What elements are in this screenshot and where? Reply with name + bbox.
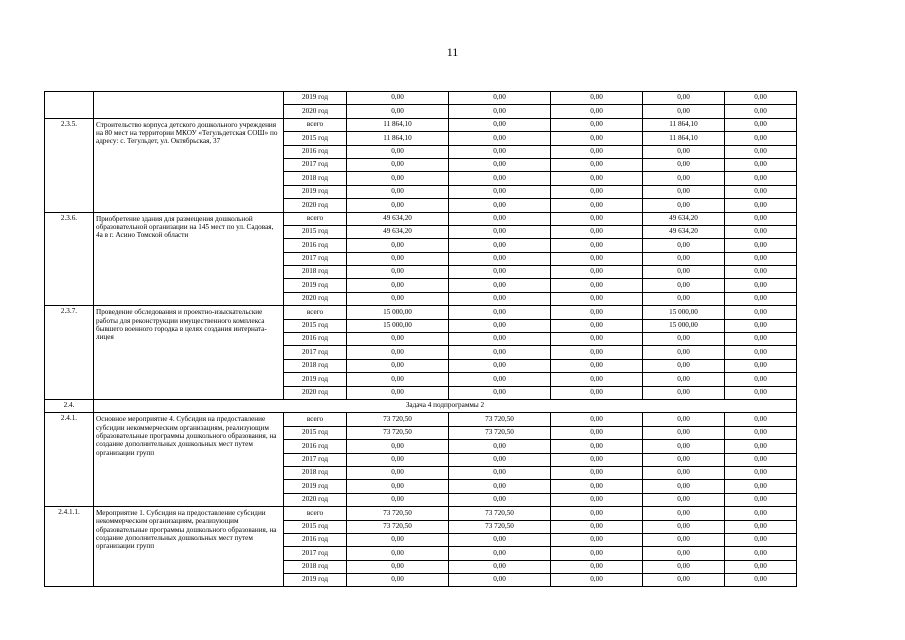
- value-cell: 0,00: [551, 292, 643, 305]
- value-cell: 0,00: [725, 158, 797, 171]
- value-cell: 0,00: [551, 520, 643, 533]
- value-cell: 0,00: [449, 493, 551, 506]
- value-cell: 0,00: [551, 386, 643, 399]
- value-cell: 0,00: [449, 185, 551, 198]
- value-cell: 0,00: [347, 333, 449, 346]
- value-cell: 0,00: [725, 306, 797, 319]
- table-row: [45, 92, 797, 105]
- value-cell: 0,00: [551, 306, 643, 319]
- value-cell: 0,00: [347, 574, 449, 587]
- year-cell: 2017 год: [284, 252, 347, 265]
- value-cell: 0,00: [551, 373, 643, 386]
- year-cell: 2018 год: [284, 266, 347, 279]
- task-title-cell: Задача 4 подпрограммы 2: [94, 399, 797, 412]
- item-name-cell: [94, 212, 284, 306]
- value-cell: 0,00: [725, 92, 797, 105]
- value-cell: 0,00: [643, 413, 725, 426]
- year-cell: всего: [284, 118, 347, 131]
- value-cell: 0,00: [725, 145, 797, 158]
- item-name-cell: [94, 118, 284, 212]
- value-cell: 73 720,50: [347, 520, 449, 533]
- value-cell: 0,00: [551, 199, 643, 212]
- value-cell: 0,00: [449, 92, 551, 105]
- value-cell: 0,00: [551, 533, 643, 546]
- value-cell: 0,00: [347, 453, 449, 466]
- value-cell: 0,00: [551, 266, 643, 279]
- value-cell: 0,00: [551, 493, 643, 506]
- year-cell: 2020 год: [284, 292, 347, 305]
- item-number-cell: 2.3.5.: [45, 118, 94, 212]
- value-cell: 49 634,20: [643, 225, 725, 238]
- item-number-cell: 2.3.6.: [45, 212, 94, 306]
- value-cell: 0,00: [551, 333, 643, 346]
- value-cell: 0,00: [643, 493, 725, 506]
- value-cell: 0,00: [449, 466, 551, 479]
- value-cell: 0,00: [347, 145, 449, 158]
- value-cell: 0,00: [551, 118, 643, 131]
- value-cell: 0,00: [551, 92, 643, 105]
- value-cell: 0,00: [725, 507, 797, 520]
- value-cell: 0,00: [449, 306, 551, 319]
- value-cell: 73 720,50: [449, 426, 551, 439]
- value-cell: 0,00: [643, 145, 725, 158]
- value-cell: 0,00: [725, 118, 797, 131]
- value-cell: 0,00: [725, 440, 797, 453]
- budget-table: [44, 91, 797, 587]
- page-number: 11: [446, 45, 459, 59]
- item-name-cell: [94, 413, 284, 507]
- value-cell: 0,00: [725, 480, 797, 493]
- value-cell: 49 634,20: [643, 212, 725, 225]
- value-cell: 0,00: [725, 493, 797, 506]
- value-cell: 0,00: [551, 547, 643, 560]
- year-cell: 2017 год: [284, 158, 347, 171]
- value-cell: 0,00: [643, 185, 725, 198]
- value-cell: 0,00: [551, 426, 643, 439]
- value-cell: 0,00: [551, 560, 643, 573]
- value-cell: 0,00: [347, 359, 449, 372]
- value-cell: 0,00: [449, 158, 551, 171]
- table-row: [45, 413, 797, 426]
- value-cell: 0,00: [725, 319, 797, 332]
- value-cell: 15 000,00: [643, 306, 725, 319]
- value-cell: 49 634,20: [347, 212, 449, 225]
- value-cell: 0,00: [347, 480, 449, 493]
- value-cell: 0,00: [449, 172, 551, 185]
- year-cell: 2020 год: [284, 199, 347, 212]
- table-row: [45, 212, 797, 225]
- value-cell: 0,00: [347, 560, 449, 573]
- value-cell: 0,00: [725, 453, 797, 466]
- table-body: [45, 92, 797, 587]
- value-cell: 0,00: [449, 547, 551, 560]
- value-cell: 0,00: [449, 105, 551, 118]
- value-cell: 15 000,00: [347, 306, 449, 319]
- item-number-cell: 2.4.1.: [45, 413, 94, 507]
- value-cell: 0,00: [725, 413, 797, 426]
- value-cell: 0,00: [643, 426, 725, 439]
- value-cell: 0,00: [347, 493, 449, 506]
- value-cell: 0,00: [347, 346, 449, 359]
- value-cell: 0,00: [725, 533, 797, 546]
- value-cell: 0,00: [551, 225, 643, 238]
- item-number-cell: 2.4.1.1.: [45, 507, 94, 587]
- value-cell: 0,00: [347, 466, 449, 479]
- value-cell: 0,00: [449, 266, 551, 279]
- year-cell: 2016 год: [284, 333, 347, 346]
- value-cell: 0,00: [643, 158, 725, 171]
- value-cell: 0,00: [449, 560, 551, 573]
- value-cell: 0,00: [643, 279, 725, 292]
- year-cell: 2019 год: [284, 574, 347, 587]
- value-cell: 0,00: [643, 105, 725, 118]
- value-cell: 0,00: [643, 386, 725, 399]
- year-cell: 2020 год: [284, 386, 347, 399]
- value-cell: 0,00: [449, 145, 551, 158]
- item-name-text: Проведение обследования и проектно-изыскательские работы для реконструкции имущественного комплекса бывшего военного городка в целях создания интерната-лицея: [96, 308, 267, 342]
- value-cell: 0,00: [643, 560, 725, 573]
- value-cell: 0,00: [725, 132, 797, 145]
- value-cell: 0,00: [551, 172, 643, 185]
- value-cell: 11 864,10: [643, 118, 725, 131]
- year-cell: всего: [284, 413, 347, 426]
- item-name-cell: [94, 92, 284, 119]
- value-cell: 0,00: [643, 547, 725, 560]
- value-cell: 0,00: [643, 239, 725, 252]
- value-cell: 0,00: [643, 480, 725, 493]
- value-cell: 73 720,50: [347, 507, 449, 520]
- value-cell: 0,00: [643, 507, 725, 520]
- year-cell: 2018 год: [284, 172, 347, 185]
- value-cell: 0,00: [449, 480, 551, 493]
- value-cell: 0,00: [643, 252, 725, 265]
- year-cell: 2016 год: [284, 440, 347, 453]
- item-name-text: Приобретение здания для размещения дошкольной образовательной организации на 145 мест по ул. Садовая, 4а в г. Асино Томской области: [96, 214, 274, 240]
- year-cell: 2016 год: [284, 239, 347, 252]
- value-cell: 0,00: [449, 359, 551, 372]
- value-cell: 0,00: [551, 319, 643, 332]
- item-number-cell: 2.3.7.: [45, 306, 94, 400]
- year-cell: 2015 год: [284, 319, 347, 332]
- value-cell: 0,00: [725, 359, 797, 372]
- value-cell: 0,00: [725, 346, 797, 359]
- year-cell: всего: [284, 212, 347, 225]
- year-cell: 2020 год: [284, 105, 347, 118]
- value-cell: 0,00: [725, 520, 797, 533]
- value-cell: 0,00: [643, 453, 725, 466]
- item-number-cell: [45, 92, 94, 119]
- value-cell: 0,00: [643, 520, 725, 533]
- value-cell: 0,00: [725, 560, 797, 573]
- value-cell: 0,00: [725, 185, 797, 198]
- value-cell: 73 720,50: [347, 426, 449, 439]
- item-name-text: Строительство корпуса детского дошкольного учреждения на 80 мест на территории МКОУ «Тегульдетская СОШ» по адресу: с. Тегульдет, ул. Октябрьская, 37: [96, 120, 278, 146]
- year-cell: 2019 год: [284, 480, 347, 493]
- value-cell: 0,00: [551, 105, 643, 118]
- year-cell: 2015 год: [284, 225, 347, 238]
- value-cell: 0,00: [551, 480, 643, 493]
- year-cell: 2018 год: [284, 466, 347, 479]
- item-name-text: Мероприятие 1. Субсидия на предоставление субсидии некоммерческим организациям, реализующим образовательные программы дошкольного образования, на создание дополнительных дошкольных мест путем организации групп: [96, 509, 277, 551]
- value-cell: 11 864,10: [347, 132, 449, 145]
- value-cell: 11 864,10: [643, 132, 725, 145]
- value-cell: 73 720,50: [449, 520, 551, 533]
- value-cell: 0,00: [551, 212, 643, 225]
- value-cell: 0,00: [643, 466, 725, 479]
- value-cell: 0,00: [449, 199, 551, 212]
- value-cell: 0,00: [449, 453, 551, 466]
- value-cell: 0,00: [347, 239, 449, 252]
- year-cell: 2017 год: [284, 453, 347, 466]
- year-cell: 2019 год: [284, 92, 347, 105]
- value-cell: 0,00: [725, 279, 797, 292]
- value-cell: 0,00: [725, 252, 797, 265]
- value-cell: 0,00: [551, 185, 643, 198]
- value-cell: 0,00: [347, 386, 449, 399]
- value-cell: 0,00: [449, 373, 551, 386]
- year-cell: 2018 год: [284, 560, 347, 573]
- value-cell: 0,00: [449, 225, 551, 238]
- value-cell: 0,00: [643, 346, 725, 359]
- value-cell: 0,00: [725, 239, 797, 252]
- value-cell: 0,00: [725, 386, 797, 399]
- table-row: [45, 306, 797, 319]
- year-cell: 2019 год: [284, 279, 347, 292]
- value-cell: 0,00: [347, 252, 449, 265]
- year-cell: 2020 год: [284, 493, 347, 506]
- value-cell: 0,00: [725, 225, 797, 238]
- year-cell: 2016 год: [284, 145, 347, 158]
- year-cell: 2015 год: [284, 426, 347, 439]
- value-cell: 0,00: [725, 292, 797, 305]
- value-cell: 0,00: [347, 279, 449, 292]
- value-cell: 0,00: [551, 359, 643, 372]
- value-cell: 0,00: [643, 199, 725, 212]
- value-cell: 0,00: [643, 266, 725, 279]
- value-cell: 73 720,50: [449, 507, 551, 520]
- value-cell: 0,00: [551, 346, 643, 359]
- item-name-cell: [94, 507, 284, 587]
- value-cell: 0,00: [449, 212, 551, 225]
- year-cell: всего: [284, 306, 347, 319]
- value-cell: 0,00: [449, 132, 551, 145]
- value-cell: 0,00: [725, 105, 797, 118]
- value-cell: 0,00: [449, 386, 551, 399]
- value-cell: 0,00: [551, 279, 643, 292]
- value-cell: 0,00: [449, 574, 551, 587]
- value-cell: 0,00: [347, 292, 449, 305]
- value-cell: 0,00: [347, 266, 449, 279]
- year-cell: 2015 год: [284, 132, 347, 145]
- value-cell: 0,00: [449, 279, 551, 292]
- value-cell: 0,00: [551, 466, 643, 479]
- value-cell: 0,00: [347, 92, 449, 105]
- value-cell: 0,00: [643, 533, 725, 546]
- value-cell: 0,00: [347, 172, 449, 185]
- task-row: [45, 399, 797, 412]
- value-cell: 0,00: [551, 440, 643, 453]
- value-cell: 0,00: [449, 333, 551, 346]
- value-cell: 0,00: [643, 440, 725, 453]
- value-cell: 0,00: [347, 185, 449, 198]
- value-cell: 0,00: [643, 333, 725, 346]
- value-cell: 0,00: [725, 466, 797, 479]
- value-cell: 15 000,00: [347, 319, 449, 332]
- value-cell: 15 000,00: [643, 319, 725, 332]
- value-cell: 0,00: [725, 373, 797, 386]
- value-cell: 0,00: [725, 199, 797, 212]
- value-cell: 0,00: [449, 239, 551, 252]
- year-cell: 2018 год: [284, 359, 347, 372]
- year-cell: 2019 год: [284, 373, 347, 386]
- year-cell: 2019 год: [284, 185, 347, 198]
- value-cell: 0,00: [725, 266, 797, 279]
- value-cell: 0,00: [347, 440, 449, 453]
- value-cell: 73 720,50: [347, 413, 449, 426]
- value-cell: 0,00: [551, 252, 643, 265]
- value-cell: 73 720,50: [449, 413, 551, 426]
- year-cell: 2015 год: [284, 520, 347, 533]
- value-cell: 0,00: [347, 373, 449, 386]
- value-cell: 0,00: [643, 373, 725, 386]
- item-name-cell: [94, 306, 284, 400]
- value-cell: 0,00: [449, 319, 551, 332]
- value-cell: 0,00: [347, 547, 449, 560]
- value-cell: 0,00: [449, 292, 551, 305]
- table-row: [45, 118, 797, 131]
- year-cell: всего: [284, 507, 347, 520]
- year-cell: 2017 год: [284, 346, 347, 359]
- year-cell: 2016 год: [284, 533, 347, 546]
- value-cell: 0,00: [347, 533, 449, 546]
- year-cell: 2017 год: [284, 547, 347, 560]
- value-cell: 0,00: [449, 346, 551, 359]
- value-cell: 0,00: [643, 172, 725, 185]
- table-row: [45, 507, 797, 520]
- value-cell: 0,00: [347, 105, 449, 118]
- value-cell: 0,00: [449, 440, 551, 453]
- item-name-text: Основное мероприятие 4. Субсидия на предоставление субсидии некоммерческим организациям, реализующим образовательные программы дошкольного образования, на создание дополнительных дошкольных мест путем организации групп: [96, 415, 277, 457]
- value-cell: 0,00: [449, 533, 551, 546]
- value-cell: 0,00: [643, 92, 725, 105]
- value-cell: 0,00: [347, 158, 449, 171]
- value-cell: 0,00: [551, 132, 643, 145]
- value-cell: 0,00: [551, 413, 643, 426]
- value-cell: 0,00: [725, 333, 797, 346]
- value-cell: 0,00: [643, 574, 725, 587]
- value-cell: 0,00: [347, 199, 449, 212]
- value-cell: 0,00: [449, 252, 551, 265]
- value-cell: 0,00: [449, 118, 551, 131]
- value-cell: 0,00: [551, 574, 643, 587]
- value-cell: 49 634,20: [347, 225, 449, 238]
- value-cell: 11 864,10: [347, 118, 449, 131]
- value-cell: 0,00: [551, 239, 643, 252]
- value-cell: 0,00: [725, 426, 797, 439]
- task-number-cell: 2.4.: [45, 399, 94, 412]
- value-cell: 0,00: [551, 145, 643, 158]
- value-cell: 0,00: [725, 172, 797, 185]
- value-cell: 0,00: [725, 212, 797, 225]
- value-cell: 0,00: [725, 574, 797, 587]
- value-cell: 0,00: [551, 158, 643, 171]
- value-cell: 0,00: [725, 547, 797, 560]
- value-cell: 0,00: [643, 359, 725, 372]
- value-cell: 0,00: [643, 292, 725, 305]
- value-cell: 0,00: [551, 507, 643, 520]
- value-cell: 0,00: [551, 453, 643, 466]
